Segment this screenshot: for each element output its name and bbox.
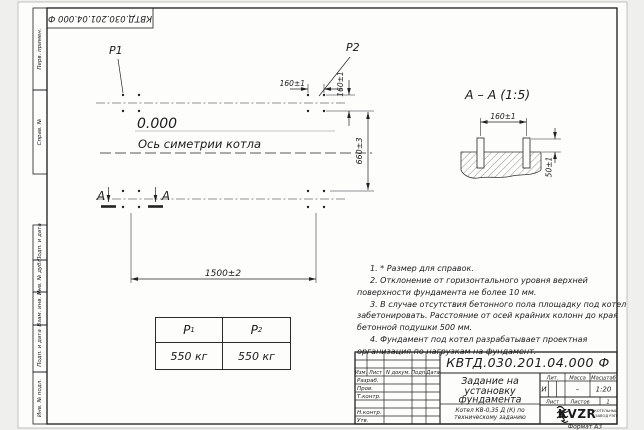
dim-text: 50±1: [544, 156, 554, 178]
anchor-bolt-section: [523, 138, 530, 168]
dim-text: 160±1: [490, 112, 516, 121]
logo-caption: ЗАВОД РЭП: [595, 414, 617, 418]
scale-header: Масштаб: [591, 375, 616, 382]
logo-caption: КОТЕЛЬНЫЙ: [594, 409, 618, 413]
load-sub: 2: [257, 326, 263, 334]
load-point-p1: P1: [109, 44, 123, 57]
dim-text: 1500±2: [204, 269, 242, 279]
row-label: Т.контр.: [357, 394, 381, 400]
elevation-mark: 0.000: [137, 116, 178, 132]
load-name: P: [183, 323, 191, 337]
drawing-title-line: Задание на: [461, 376, 519, 387]
note-line: 2. Отклонение от горизонтального уровня верхней поверхности фундамента не более 10 мм.: [357, 276, 588, 297]
drawing-subtitle-line: Котел КВ-0,35 Д (К) по: [455, 408, 525, 414]
col-header: Изм.: [354, 370, 368, 376]
row-label: Утв.: [357, 418, 369, 424]
margin-label: Подп. и дата: [37, 329, 43, 367]
mass-value: –: [575, 385, 580, 394]
sheets-label: Листов: [570, 399, 590, 406]
top-designation-text: КВТД.030.201.04.000 Ф: [47, 13, 153, 23]
section-letter: А: [96, 189, 106, 203]
lit-header: Лит.: [546, 375, 559, 382]
symmetry-axis-label: Ось симетрии котла: [138, 137, 262, 151]
margin-label: Инв. № подл.: [37, 379, 43, 417]
load-table-value-p2: 550 кг: [238, 349, 275, 363]
dim-text: 660±3: [355, 137, 364, 165]
col-header: Дата: [426, 370, 440, 376]
format-label: Формат А3: [567, 423, 603, 430]
scale-value: 1:20: [595, 385, 612, 394]
row-label: Н.контр.: [357, 410, 382, 416]
logo-text: KVZR: [557, 407, 597, 421]
margin-label: Инв. № дубл.: [37, 257, 43, 295]
margin-label: Перв. примен.: [37, 28, 43, 70]
drawing-subtitle-line: техническому заданию: [454, 415, 526, 421]
load-sub: 1: [190, 326, 195, 334]
doc-number: КВТД.030.201.04.000 Ф: [446, 355, 610, 370]
dim-text: 160±1: [279, 79, 305, 88]
load-point-p2: P2: [346, 41, 360, 54]
dim-text: 160±1: [336, 71, 345, 97]
load-table: [155, 317, 291, 370]
col-header: Подп.: [411, 370, 427, 376]
row-label: Разраб.: [357, 378, 379, 384]
note-line: 1. * Размер для справок.: [370, 264, 474, 273]
col-header: N докум.: [385, 370, 411, 376]
anchor-bolt-section: [477, 138, 484, 168]
detail-title: А – А (1:5): [465, 87, 531, 102]
note-line: 4. Фундамент под котел разрабатывает проектная организация по нагрузкам на фундамент.: [357, 335, 588, 356]
row-label: Пров.: [357, 386, 373, 392]
section-letter: А: [161, 189, 171, 203]
technical-notes: [357, 263, 633, 358]
mass-header: Масса: [569, 375, 586, 382]
load-name: P: [250, 323, 258, 337]
col-header: Лист: [368, 370, 383, 376]
margin-label: Взам. инв. №: [37, 289, 43, 327]
sheets-value: 1: [606, 399, 610, 406]
load-table-header-p1: [156, 318, 223, 343]
load-table-value-p1: 550 кг: [156, 343, 223, 369]
drawing-title-line: фундамента: [458, 394, 522, 406]
sheet-label: Лист: [545, 399, 560, 406]
load-table-header-p2: [223, 318, 290, 343]
drawing-title-line: установку: [464, 386, 516, 397]
margin-label: Подп. и дата: [37, 223, 43, 261]
margin-label: Справ. №: [37, 118, 43, 146]
lit-value: И: [541, 385, 547, 394]
note-line: 3. В случае отсутствия бетонного пола площадку под котел забетонировать. Расстояние от осей крайних колонн до края бетонной подушки 500 мм.: [357, 300, 627, 332]
